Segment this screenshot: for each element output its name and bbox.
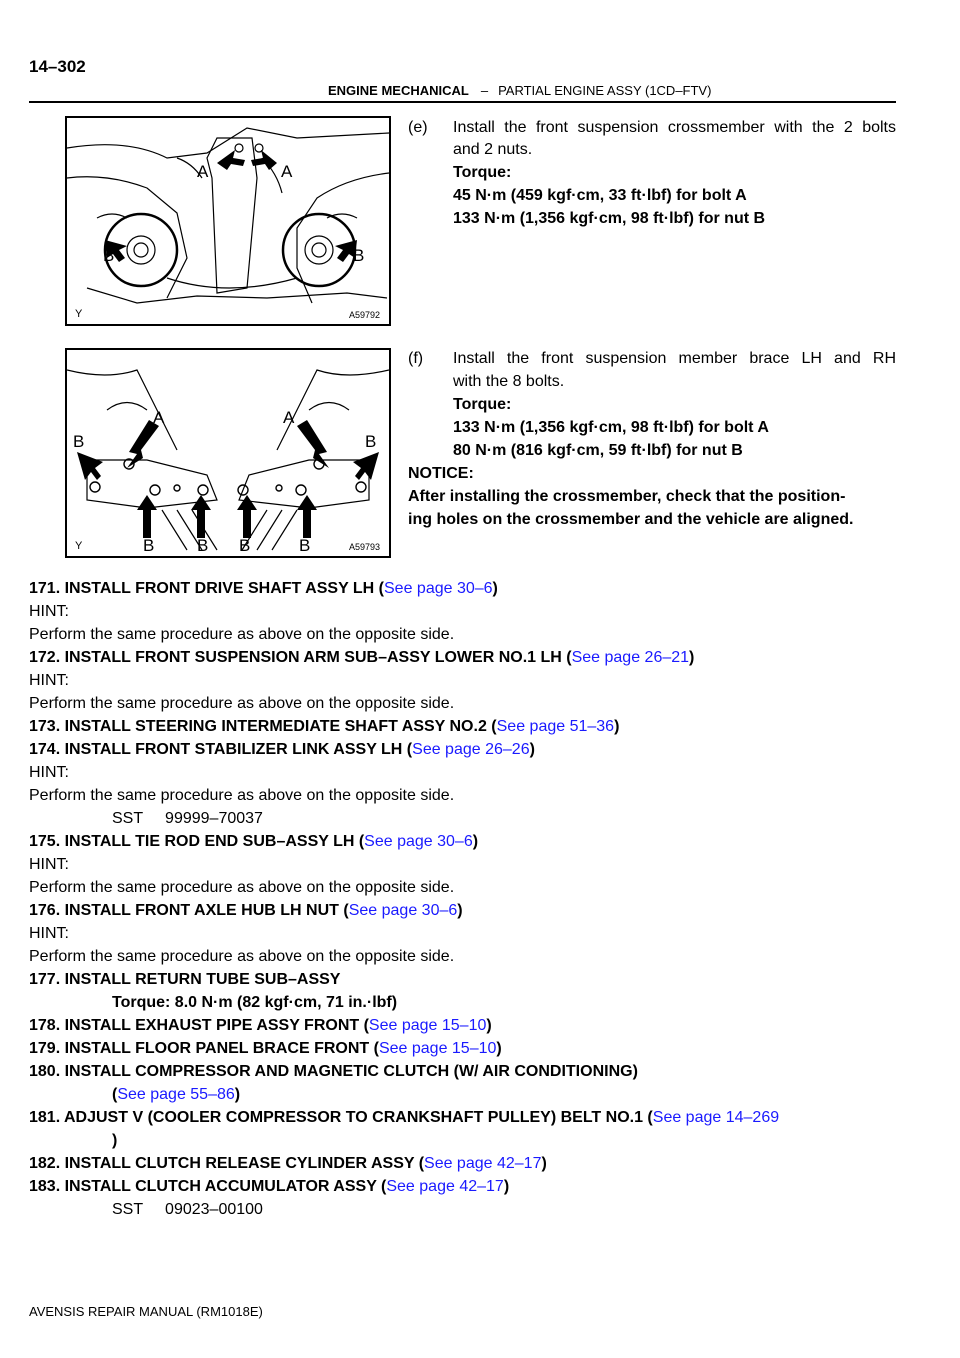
- step-171: 171. INSTALL FRONT DRIVE SHAFT ASSY LH (See page 30–6): [29, 580, 498, 597]
- figure-crossmember: [65, 116, 391, 326]
- notice-label: NOTICE:: [408, 465, 474, 482]
- step-f-torque-2: 80 N·m (816 kgf·cm, 59 ft·lbf) for nut B: [453, 442, 743, 459]
- step-175: 175. INSTALL TIE ROD END SUB–ASSY LH (See page 30–6): [29, 833, 479, 850]
- step-e-torque-2: 133 N·m (1,356 kgf·cm, 98 ft·lbf) for nut B: [453, 210, 766, 227]
- page-link-30-6[interactable]: See page 30–6: [364, 833, 473, 850]
- step-183: 183. INSTALL CLUTCH ACCUMULATOR ASSY (See page 42–17): [29, 1178, 510, 1195]
- label-a-left: A: [197, 162, 209, 181]
- label-b-left: B: [103, 246, 115, 265]
- page-number: 14–302: [29, 57, 86, 76]
- hint-label: HINT:: [29, 856, 69, 873]
- page-link-30-6[interactable]: See page 30–6: [348, 902, 458, 919]
- label-b-far-left: B: [73, 432, 85, 451]
- label-b-bottom-4: B: [299, 536, 311, 555]
- hint-text: Perform the same procedure as above on the opposite side.: [29, 626, 455, 643]
- hint-text: Perform the same procedure as above on the opposite side.: [29, 948, 455, 965]
- label-a-right: A: [281, 162, 293, 181]
- hint-label: HINT:: [29, 764, 69, 781]
- step-182: 182. INSTALL CLUTCH RELEASE CYLINDER ASSY (See page 42–17): [29, 1155, 547, 1172]
- step-e-torque-1: 45 N·m (459 kgf·cm, 33 ft·lbf) for bolt A: [453, 187, 747, 204]
- step-181-close: ): [112, 1132, 118, 1149]
- label-b-bottom-1: B: [143, 536, 155, 555]
- page-header: [328, 83, 711, 98]
- figure-member-brace: [65, 348, 391, 558]
- figure-id: A59793: [349, 542, 381, 552]
- page-link-26-26[interactable]: See page 26–26: [412, 741, 530, 758]
- label-b-far-right: B: [365, 432, 377, 451]
- page-link-42-17[interactable]: See page 42–17: [424, 1155, 542, 1172]
- label-b-right: B: [353, 246, 365, 265]
- step-f-torque-label: Torque:: [453, 396, 512, 413]
- notice-line1: After installing the crossmember, check that the position-: [408, 488, 846, 505]
- label-b-bottom-3: B: [239, 536, 251, 555]
- step-176: 176. INSTALL FRONT AXLE HUB LH NUT (See page 30–6): [29, 902, 463, 919]
- header-separator: –: [480, 83, 489, 98]
- step-e-marker: (e): [408, 119, 428, 136]
- step-174: 174. INSTALL FRONT STABILIZER LINK ASSY LH (See page 26–26): [29, 741, 535, 758]
- page-link-30-6[interactable]: See page 30–6: [384, 580, 493, 597]
- page-link-14-269[interactable]: See page 14–269: [652, 1109, 780, 1126]
- sst-number: SST 09023–00100: [112, 1201, 263, 1218]
- notice-line2: ing holes on the crossmember and the vehicle are aligned.: [408, 511, 854, 528]
- label-y: Y: [75, 308, 83, 320]
- page-link-42-17[interactable]: See page 42–17: [386, 1178, 504, 1195]
- page-link-51-36[interactable]: See page 51–36: [496, 718, 615, 735]
- step-f-marker: (f): [408, 350, 424, 367]
- figure-id: A59792: [349, 310, 381, 320]
- hint-text: Perform the same procedure as above on the opposite side.: [29, 695, 455, 712]
- label-a-right: A: [283, 408, 295, 427]
- page-link-55-86[interactable]: See page 55–86: [117, 1086, 235, 1103]
- page-link-26-21[interactable]: See page 26–21: [571, 649, 690, 666]
- label-a-left: A: [153, 408, 165, 427]
- step-179: 179. INSTALL FLOOR PANEL BRACE FRONT (See page 15–10): [29, 1040, 502, 1057]
- step-e-line2: and 2 nuts.: [453, 141, 533, 158]
- step-177: 177. INSTALL RETURN TUBE SUB–ASSY: [29, 971, 341, 988]
- step-181: 181. ADJUST V (COOLER COMPRESSOR TO CRANKSHAFT PULLEY) BELT NO.1 (See page 14–269: [29, 1109, 780, 1126]
- hint-text: Perform the same procedure as above on the opposite side.: [29, 787, 455, 804]
- step-180-ref: (See page 55–86): [112, 1086, 241, 1103]
- step-177-torque: Torque: 8.0 N·m (82 kgf·cm, 71 in.·lbf): [112, 994, 398, 1011]
- label-b-bottom-2: B: [197, 536, 209, 555]
- step-173: 173. INSTALL STEERING INTERMEDIATE SHAFT ASSY NO.2 (See page 51–36): [29, 718, 620, 735]
- label-y: Y: [75, 540, 83, 552]
- step-180: 180. INSTALL COMPRESSOR AND MAGNETIC CLUTCH (W/ AIR CONDITIONING): [29, 1063, 638, 1080]
- page-link-15-10[interactable]: See page 15–10: [368, 1017, 487, 1034]
- member-brace-illustration: [67, 350, 389, 556]
- step-172: 172. INSTALL FRONT SUSPENSION ARM SUB–ASSY LOWER NO.1 LH (See page 26–21): [29, 649, 695, 666]
- step-f-line1: Install the front suspension member brace LH and RH: [453, 350, 896, 367]
- hint-text: Perform the same procedure as above on the opposite side.: [29, 879, 455, 896]
- step-f-torque-1: 133 N·m (1,356 kgf·cm, 98 ft·lbf) for bolt A: [453, 419, 769, 436]
- step-178: 178. INSTALL EXHAUST PIPE ASSY FRONT (See page 15–10): [29, 1017, 492, 1034]
- crossmember-illustration: [67, 118, 389, 324]
- hint-label: HINT:: [29, 925, 69, 942]
- header-rule: [29, 101, 896, 103]
- step-e-line1: Install the front suspension crossmember with the 2 bolts: [453, 119, 896, 136]
- hint-label: HINT:: [29, 672, 69, 689]
- hint-label: HINT:: [29, 603, 69, 620]
- step-f-line2: with the 8 bolts.: [453, 373, 565, 390]
- step-e-torque-label: Torque:: [453, 164, 512, 181]
- subsection-title: PARTIAL ENGINE ASSY (1CD–FTV): [498, 83, 712, 98]
- section-title: ENGINE MECHANICAL: [328, 83, 469, 98]
- manual-footer: AVENSIS REPAIR MANUAL (RM1018E): [29, 1304, 263, 1319]
- sst-number: SST 99999–70037: [112, 810, 263, 827]
- page-link-15-10[interactable]: See page 15–10: [378, 1040, 497, 1057]
